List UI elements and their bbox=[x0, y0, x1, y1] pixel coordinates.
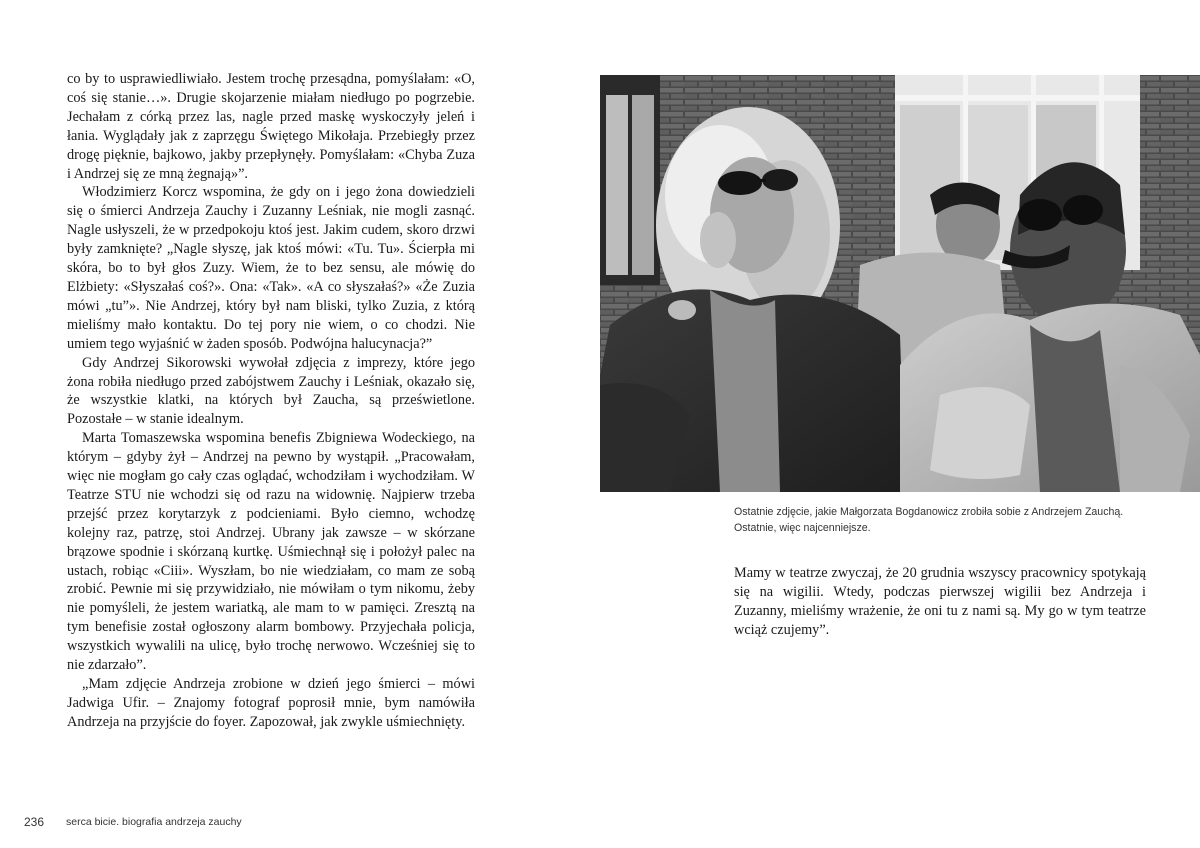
paragraph: Marta Tomaszewska wspomina benefis Zbigniewa Wodeckiego, na którym – gdyby żył – Andrzej na pewno by wystąpił. „Pracowałam, więc nie mogłam go cały czas oglądać, wchodziłam i wychodziłam. W Teatrze STU nie wchodzi się od razu na widownię. Najpierw trzeba przejść przez korytarzyk z podcieniami. Było ciemno, wchodzę kolejny raz, patrzę, stoi Andrzej. Ubrany jak zawsze – w skórzane brązowe spodnie i skórzaną kurtkę. Uśmiechnął się i położył palec na ustach, robiąc «Ciii». Wyszłam, bo nie wiedziałam, co mam ze sobą zrobić. Pewnie mi się przywidziało, nie mówiłam o tym nikomu, żeby nie pomyśleli, że jestem wariatką, ale mam to w pamięci. Zresztą na tym benefisie został ogłoszony alarm bombowy. Przyjechała policja, wszystkich wywalili na ulicę, było trochę nerwowo. Wcześniej się to nie zdarzało”. bbox=[67, 430, 475, 674]
paragraph: Mamy w teatrze zwyczaj, że 20 grudnia wszyscy pracownicy spotykają się na wigilii. Wtedy, podczas pierwszej wigilii bez Andrzeja i Zuzanny, mieliśmy wrażenie, że oni tu z nami są. My go w tym teatrze wciąż czujemy”. bbox=[734, 565, 1146, 638]
paragraph: Gdy Andrzej Sikorowski wywołał zdjęcia z imprezy, które jego żona robiła niedługo przed zabójstwem Zauchy i Leśniak, okazało się, że wszystkie klatki, na których był Zaucha, są prześwietlone. Pozostałe – w stanie idealnym. bbox=[67, 354, 475, 428]
paragraph: co by to usprawiedliwiało. Jestem trochę przesądna, pomyślałam: «O, coś się stanie…». Drugie skojarzenie miałam niedługo po pogrzebie. Jechałam z córką przez las, nagle przed maskę wyskoczyły jeleń i łania. Wyglądały jak z zaprzęgu Świętego Mikołaja. Przebiegły przez drogę pięknie, bajkowo, jakby przepłynęły. Pomyślałam: «Chyba Zuza i Andrzej się ze mną żegnają»”. bbox=[67, 71, 475, 182]
bw-photograph bbox=[600, 75, 1200, 492]
paragraph: Włodzimierz Korcz wspomina, że gdy on i jego żona dowiedzieli się o śmierci Andrzeja Zauchy i Zuzanny Leśniak, nie mogli zasnąć. Nagle usłyszeli, że w przedpokoju ktoś jest. Jakim cudem, skoro drzwi były zamknięte? „Nagle słyszę, jak ktoś mówi: «Tu. Tu». Ścierpła mi skóra, bo to był głos Zuzy. Wiem, że to bez sensu, ale mówię do Elżbiety: «Słyszałaś coś?». Ona: «Tak». «A co słyszałaś?» «Że Zuzia mówi „tu”». Nie Andrzej, który był nam bliski, tylko Zuzia, z którą mieliśmy mało kontaktu. Do tej pory nie wiem, o co chodzi. Nie umiem tego wyjaśnić w żaden sposób. Podwójna halucynacja?” bbox=[67, 184, 475, 352]
photo-illustration bbox=[600, 75, 1200, 492]
photo-caption: Ostatnie zdjęcie, jakie Małgorzata Bogdanowicz zrobiła sobie z Andrzejem Zauchą. Ostatnie, więc najcenniejsze. bbox=[734, 506, 1124, 534]
running-head: serca bicie. biografia andrzeja zauchy bbox=[66, 816, 242, 828]
paragraph: „Mam zdjęcie Andrzeja zrobione w dzień jego śmierci – mówi Jadwiga Ufir. – Znajomy fotograf poprosił mnie, bym namówiła Andrzeja na przyjście do foyer. Zapozował, jak zwykle uśmiechnięty. bbox=[67, 676, 475, 730]
left-text-column bbox=[67, 70, 475, 732]
page-number: 236 bbox=[24, 815, 45, 829]
right-text-column bbox=[734, 564, 1146, 640]
